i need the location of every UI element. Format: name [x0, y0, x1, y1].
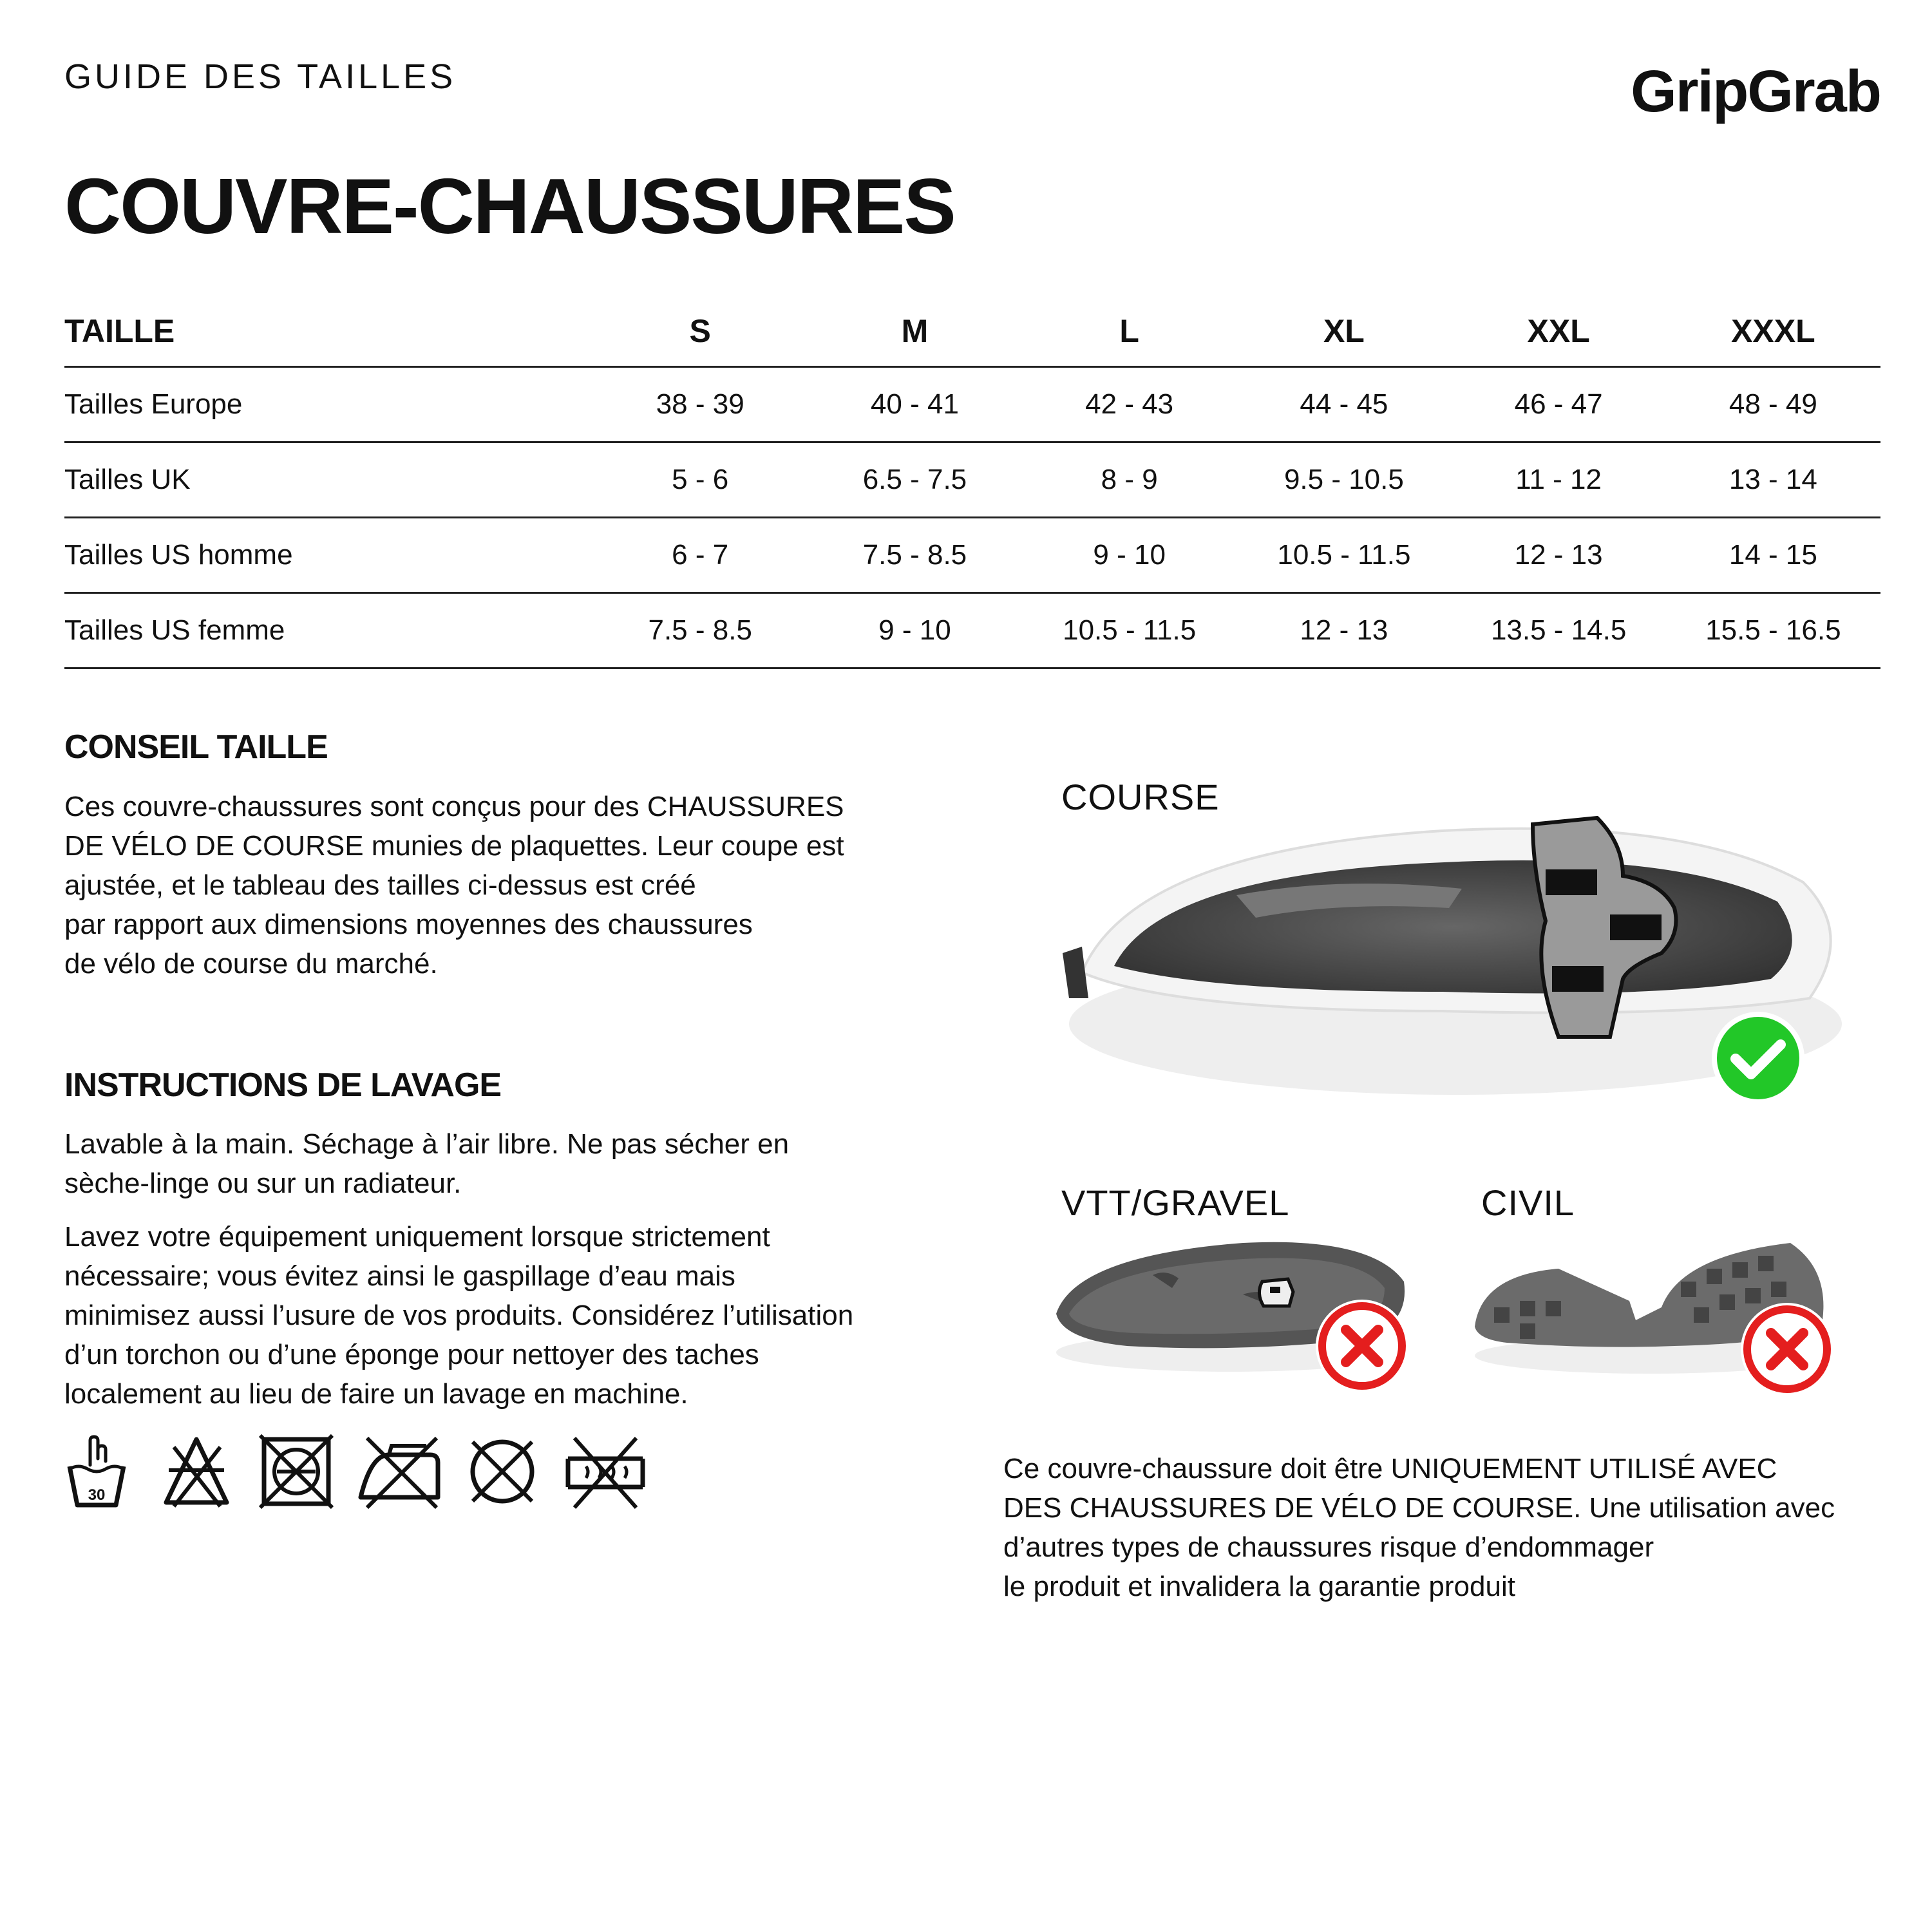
vtt-label: VTT/GRAVEL: [1061, 1182, 1290, 1223]
table-cell: 10.5 - 11.5: [1236, 518, 1451, 593]
washing-line: d’un torchon ou d’une éponge pour nettoyer des taches: [64, 1339, 759, 1370]
size-table: [64, 296, 1880, 669]
advice-heading: CONSEIL TAILLE: [64, 728, 328, 766]
table-cell: 6.5 - 7.5: [808, 442, 1022, 518]
wash-temperature: 30: [88, 1486, 106, 1504]
table-cell: 5 - 6: [593, 442, 808, 518]
washing-line: Lavez votre équipement uniquement lorsque strictement: [64, 1221, 770, 1253]
no-bleach-icon: [161, 1433, 232, 1510]
table-cell: 12 - 13: [1236, 593, 1451, 668]
advice-text: [64, 787, 844, 983]
washing-text-1: [64, 1124, 789, 1203]
table-header-cell: XL: [1236, 296, 1451, 367]
table-header-cell: XXL: [1452, 296, 1666, 367]
table-cell: 15.5 - 16.5: [1666, 593, 1880, 668]
table-row: [64, 442, 1880, 518]
table-header-cell: L: [1022, 296, 1236, 367]
care-symbols: [64, 1433, 644, 1517]
table-cell: 6 - 7: [593, 518, 808, 593]
guide-label: GUIDE DES TAILLES: [64, 57, 457, 96]
washing-line: Lavable à la main. Séchage à l’air libre. Ne pas sécher en: [64, 1128, 790, 1160]
advice-line: par rapport aux dimensions moyennes des chaussures: [64, 909, 753, 940]
table-cell: 11 - 12: [1452, 442, 1666, 518]
civil-cross-icon: [1739, 1301, 1835, 1397]
table-row: [64, 367, 1880, 442]
table-cell: 13.5 - 14.5: [1452, 593, 1666, 668]
check-circle: [1717, 1017, 1799, 1099]
table-cell: 7.5 - 8.5: [808, 518, 1022, 593]
table-cell: Tailles UK: [64, 442, 593, 518]
table-header-cell: TAILLE: [64, 296, 593, 367]
table-cell: 46 - 47: [1452, 367, 1666, 442]
table-cell: 8 - 9: [1022, 442, 1236, 518]
no-radiator-dry-icon: [560, 1433, 650, 1510]
table-cell: 9 - 10: [1022, 518, 1236, 593]
no-dry-clean-icon: [464, 1433, 541, 1510]
table-cell: 9 - 10: [808, 593, 1022, 668]
table-cell: Tailles US homme: [64, 518, 593, 593]
washing-line: sèche-linge ou sur un radiateur.: [64, 1168, 462, 1199]
washing-line: minimisez aussi l’usure de vos produits. Considérez l’utilisation: [64, 1300, 854, 1331]
advice-line: de vélo de course du marché.: [64, 948, 438, 980]
table-cell: 48 - 49: [1666, 367, 1880, 442]
check-icon: [1710, 1010, 1806, 1106]
brand-logo: GripGrab: [1631, 59, 1880, 124]
table-row: [64, 593, 1880, 668]
warning-line: le produit et invalidera la garantie produit: [1003, 1571, 1515, 1602]
table-cell: 42 - 43: [1022, 367, 1236, 442]
washing-heading: INSTRUCTIONS DE LAVAGE: [64, 1066, 502, 1104]
table-cell: 10.5 - 11.5: [1022, 593, 1236, 668]
table-cell: 12 - 13: [1452, 518, 1666, 593]
table-cell: 13 - 14: [1666, 442, 1880, 518]
table-cell: Tailles Europe: [64, 367, 593, 442]
table-header-cell: S: [593, 296, 808, 367]
table-header-cell: M: [808, 296, 1022, 367]
table-header-row: [64, 296, 1880, 367]
advice-line: DE VÉLO DE COURSE munies de plaquettes. Leur coupe est: [64, 830, 844, 862]
table-cell: 7.5 - 8.5: [593, 593, 808, 668]
course-label: COURSE: [1061, 777, 1220, 817]
warning-text: [1003, 1449, 1835, 1606]
advice-line: Ces couvre-chaussures sont conçus pour des CHAUSSURES: [64, 791, 844, 822]
civil-label: CIVIL: [1481, 1182, 1575, 1223]
washing-text-2: [64, 1217, 853, 1414]
advice-line: ajustée, et le tableau des tailles ci-dessus est créé: [64, 869, 696, 901]
no-tumble-dry-icon: [258, 1433, 335, 1510]
warning-line: DES CHAUSSURES DE VÉLO DE COURSE. Une utilisation avec: [1003, 1492, 1835, 1524]
page-title: COUVRE-CHAUSSURES: [64, 162, 955, 250]
washing-line: localement au lieu de faire un lavage en machine.: [64, 1378, 688, 1410]
table-cell: 44 - 45: [1236, 367, 1451, 442]
table-cell: 38 - 39: [593, 367, 808, 442]
table-header-cell: XXXL: [1666, 296, 1880, 367]
table-cell: Tailles US femme: [64, 593, 593, 668]
no-iron-icon: [354, 1433, 444, 1510]
table-cell: 14 - 15: [1666, 518, 1880, 593]
hand-wash-30-icon: [64, 1433, 129, 1510]
table-cell: 40 - 41: [808, 367, 1022, 442]
warning-line: Ce couvre-chaussure doit être UNIQUEMENT UTILISÉ AVEC: [1003, 1453, 1777, 1484]
warning-line: d’autres types de chaussures risque d’endommager: [1003, 1531, 1654, 1563]
vtt-cross-icon: [1314, 1298, 1410, 1394]
washing-line: nécessaire; vous évitez ainsi le gaspillage d’eau mais: [64, 1260, 735, 1292]
table-cell: 9.5 - 10.5: [1236, 442, 1451, 518]
table-row: [64, 518, 1880, 593]
